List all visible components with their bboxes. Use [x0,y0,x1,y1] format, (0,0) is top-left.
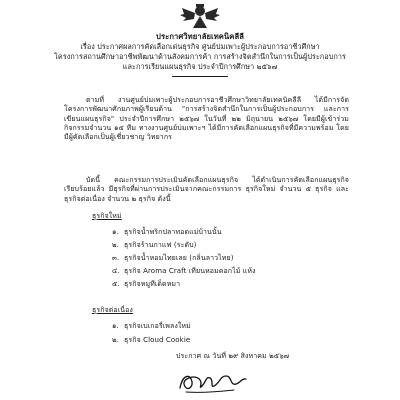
handwritten-signature [176,362,252,396]
list-item-label: ธุรกิจ Cloud Cookie [124,336,191,344]
new-business-heading: ธุรกิจใหม่ [92,212,122,220]
issuer-title: ประกาศวิทยาลัยเทคนิคลีลี [156,32,244,41]
list-item [112,267,256,276]
list-item-number: ๔. [112,267,120,275]
project-line-1: โครงการสถานศึกษาอาชีพพัฒนาด้านสังคมการค้า การสร้างจิตสำนึกในการเป็นผู้ประกอบการ [53,52,347,61]
list-item [112,241,196,250]
announcement-date: ประกาศ ณ วันที่ ๒๙ สิงหาคม ๒๕๖๗ [176,352,290,360]
list-item-number: ๓. [112,254,120,262]
list-item-number: ๑. [112,228,119,236]
list-item-label: ธุรกิจน้ำหอมไทยเลย (กลิ่นลาวไทย) [124,254,234,262]
list-item-label: ธุรกิจร้านกาแฟ (ระดับ) [124,241,197,249]
list-item [112,322,191,331]
list-item-label: ธุรกิจเบเกอรี่เพลงใหม่ [124,322,191,330]
list-item-number: ๒. [112,336,120,344]
list-item-number: ๒. [112,241,120,249]
garuda-emblem-icon [178,2,222,32]
list-item [112,254,234,263]
list-item-label: ธุรกิจน้ำพริกปลาทอดแม่บ้านนั้น [124,228,222,236]
project-line-2: และการเรียนแผนธุรกิจ ประจำปีการศึกษา ๒๕๖๗ [122,62,278,71]
list-item-label: ธุรกิจ Aroma Craft เทียนหอมดอกไม้ แห้ง [124,267,256,275]
list-item [112,336,190,345]
subject-line: เรื่อง ประกาศผลการคัดเลือกเด่นธุรกิจ ศูนย์บ่มเพาะผู้ประกอบการอาชีวศึกษา [80,42,320,51]
header-divider [172,76,228,77]
continuing-business-heading: ธุรกิจต่อเนื่อง [92,306,133,314]
list-item-number: ๕. [112,280,120,288]
paragraph-background: ตามที่ งานศูนย์บ่มเพาะผู้ประกอบการอาชีวศึกษาวิทยาลัยเทคนิคลีลี ได้มีการจัดโครงการพัฒนาศักยภาพผู้เรียนด้าน "การสร้างจิตสำนึกในการเป็นผู้ประกอบการ และการเขียนแผนธุรกิจ" ประจำปีการศึกษา ๒๕๖๗ ในวันที่ ๒๒ มิถุนายน ๒๕๖๗ โดยมีผู้เข้าร่วมกิจกรรมจำนวน ๑๕ ทีม ทางงานศูนย์บ่มเพาะฯ ได้มีการคัดเลือกแผนธุรกิจที่มีความพร้อม โดยมีผู้คัดเลือกเป็นผู้เชี่ยวชาญ วิทยากร [64,96,349,142]
list-item-label: ธุรกิจหมูทีเด็ดหมา [124,280,181,288]
list-item-number: ๑. [112,322,119,330]
list-item [112,280,180,289]
list-item [112,228,222,237]
paragraph-results: บัดนี้ คณะกรรมการประเมินคัดเลือกแผนธุรกิจ ได้ดำเนินการคัดเลือกแผนธุรกิจเรียบร้อยแล้ว มีธุรกิจที่ผ่านการประเมินจากคณะกรรมการ ธุรกิจใหม่ จำนวน ๕ ธุรกิจ และ ธุรกิจต่อเนื่อง จำนวน ๒ ธุรกิจ ดังนี้ [64,176,349,203]
